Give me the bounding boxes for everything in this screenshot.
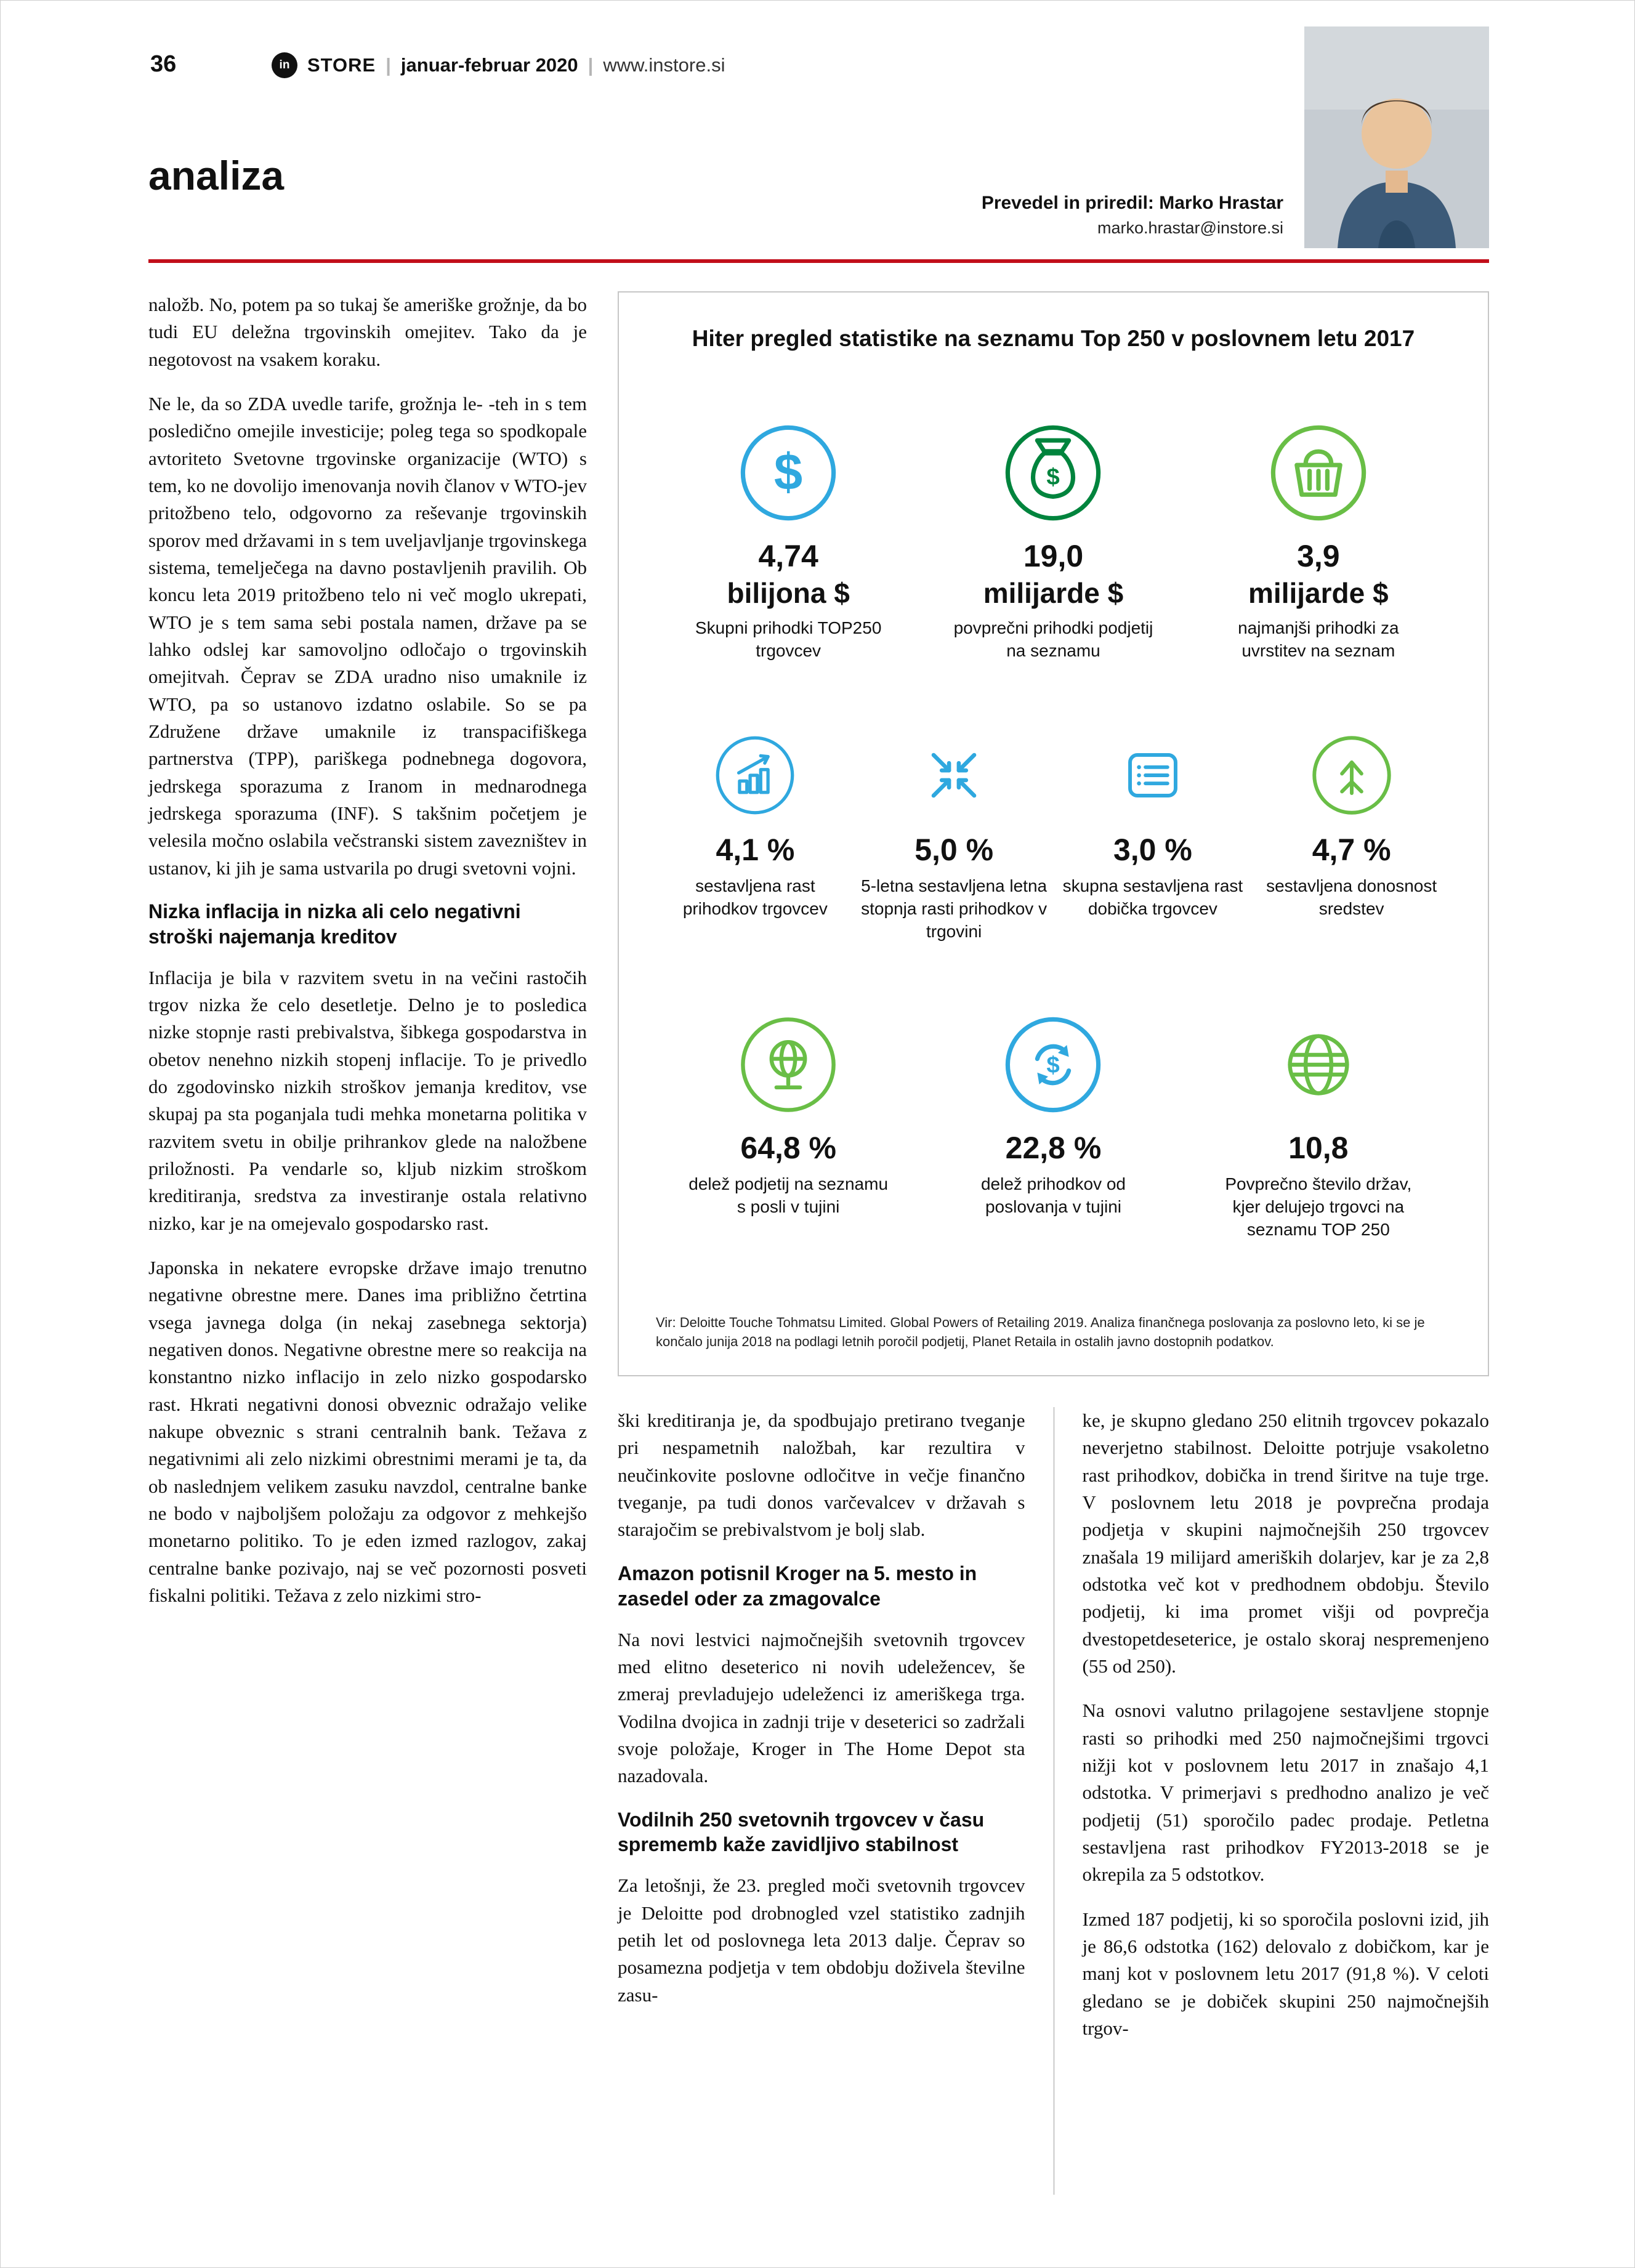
infographic-box: [618, 291, 1489, 1376]
globe-stand-icon: [656, 1015, 921, 1114]
page-number: 36: [150, 51, 177, 77]
stat-minimum-revenue: [1186, 424, 1451, 663]
paragraph: Inflacija je bila v razvitem svetu in na večini rastočih trgov nizka že celo desetletje. Delno je to posledica nizke stopnje rasti prebivalstva, šibkega gospodarstva in obetov nenehno nizkih stopenj inflacije. To je privedlo do zgodovinsko nizkih stroškov jemanja kreditov, vse skupaj pa sta poganjala tudi mehka monetarna politika v razvitem svetu in obilje prihrankov glede na naložbene priložnosti. Pa vendarle so, kljub nizkim stroškom kreditiranja, sredstva za investiranje ostala relativno nizko, kar je na omejevalo gospodarsko rast.: [148, 966, 587, 1234]
issue-date: januar-februar 2020: [400, 54, 578, 76]
stat-caption: Povprečno število držav, kjer delujejo trgovci na seznamu TOP 250: [1225, 1174, 1412, 1240]
infographic-title: Hiter pregled statistike na seznamu Top 250 v poslovnem letu 2017: [692, 326, 1415, 351]
svg-text:$: $: [1046, 464, 1060, 491]
stat-value: 22,8 %: [1005, 1131, 1102, 1166]
column-right: [1054, 1407, 1490, 2195]
stat-caption: delež podjetij na seznamu s posli v tujini: [688, 1174, 889, 1217]
stat-value: 4,1 %: [716, 833, 795, 868]
converge-arrows-icon: [855, 735, 1054, 816]
instore-logo-icon: in: [272, 52, 297, 78]
separator: |: [386, 54, 391, 76]
paragraph: ški kreditiranja je, da spodbujajo pretirano tveganje pri nespametnih naložbah, kar rezultira v neučinkovite poslovne odločitve in večje finančno tveganje, pa tudi donos varčevalcev v državah s starajočim se prebivalstvom je bolj slab.: [618, 1410, 1025, 1541]
author-photo: [1304, 26, 1489, 248]
refresh-coin-icon: [921, 1015, 1185, 1114]
person-up-icon: [1252, 735, 1451, 816]
stat-caption: 5-letna sestavljena letna stopnja rasti prihodkov v trgovini: [861, 876, 1048, 942]
stat-caption: sestavljena rast prihodkov trgovcev: [682, 876, 828, 919]
credit-text: Prevedel in priredil: Marko Hrastar: [981, 193, 1283, 213]
stat-row-1: [656, 424, 1451, 663]
stat-total-revenue: [656, 424, 921, 663]
stat-caption: sestavljena donosnost sredstev: [1266, 876, 1437, 919]
stat-caption: delež prihodkov od poslovanja v tujini: [980, 1174, 1126, 1217]
stat-average-countries: [1186, 1015, 1451, 1241]
growth-chart-icon: [656, 735, 855, 816]
stat-caption: najmanjši prihodki za uvrstitev na seznam: [1238, 618, 1399, 661]
stat-average-revenue: [921, 424, 1185, 663]
subheading-top250: Vodilnih 250 svetovnih trgovcev v času sprememb kaže zavidljivo stabilnost: [618, 1808, 985, 1856]
svg-text:$: $: [1046, 1052, 1060, 1079]
stat-value: 10,8: [1288, 1131, 1349, 1166]
stat-value: 19,0: [1023, 539, 1084, 574]
list-icon: [1054, 735, 1253, 816]
stat-unit: bilijona $: [727, 577, 850, 610]
stat-foreign-revenue-share: [921, 1015, 1185, 1241]
stat-foreign-operations-share: [656, 1015, 921, 1241]
stat-unit: milijarde $: [1248, 577, 1389, 610]
paragraph: Na osnovi valutno prilagojene sestavljene stopnje rasti so prihodki med 250 najmočnejšimi trgovci nižji kot v poslovnem letu 2017 in znašajo 4,1 odstotka. V primerjavi s predhodno analizo je več podjetij (51) sporočilo padec prodaje. Petletna sestavljena rast prihodkov FY2013-2018 se je okrepila za 5 odstotkov.: [1082, 1700, 1489, 1886]
paragraph: Izmed 187 podjetij, ki so sporočila poslovni izid, jih je 86,6 odstotka (162) delovalo z dobičkom, kar je manj kot v poslovnem letu 2017 (91,8 %). V celoti gledano se je dobiček skupini 250 najmočnejših trgov-: [1082, 1908, 1489, 2039]
author-credit: [982, 193, 1283, 238]
paragraph: Ne le, da so ZDA uvedle tarife, grožnja le- -teh in s tem posledično omejile investicije; poleg tega so spodkopale avtoriteto Svetovne trgovinske organizacije (WTO) s tem, ko ne dovolijo imenovanja novih članov v WTO-jev pritožbeno telo, odgovorno za reševanje trgovinskih sporov med državami in s tem uveljavljanje trgovinskega sistema, temelječega na davno postavljenih pravilih. Ob koncu leta 2019 pritožbeno telo ni več moglo ukrepati, WTO je s tem sama sebi postala namen, države pa se lahko odslej kar samovoljno odločajo o trgovinskih omejitvah. Čeprav se ZDA uradno niso umaknile iz WTO, pa so ustanovo izdatno oslabile. So se pa Združene države umaknile iz transpacifiškega partnerstva (TPP), pariškega podnebnega dogovora, jedrskega sporazuma z Iranom in mednarodnega jedrskega sporazuma (INF). S takšnim početjem je velesila močno oslabila večstranski sistem zavezništev in ustanov, ki jih je sama ustvarila po drugi svetovni vojni.: [148, 392, 587, 879]
stat-value: 5,0 %: [914, 833, 994, 868]
article-content: [148, 291, 1489, 2195]
paragraph: Japonska in nekatere evropske države imajo trenutno negativne obrestne mere. Danes ima približno četrtina vsega javnega dolga (in nekaj zasebnega sektorja) negativen donos. Negativne obrestne mere so reakcija na konstantno nizko inflacijo in zelo nizko gospodarsko rast. Hkrati negativni donosi obveznic odražajo velike nakupe obveznic s strani centralnih bank. Težava z negativnimi ali zelo nizkimi obrestnimi merami je ta, da ob naslednjem velikem zasuku navzdol, centralne banke ne bodo v najboljšem položaju za odgovor z mehkejšo monetarno politiko. To je eden izmed razlogov, zakaj centralne banke pozivajo, naj se več pozornosti posveti fiskalni politiki. Težava z zelo nizkimi stro-: [148, 1257, 587, 1607]
stat-value: 3,9: [1297, 539, 1340, 574]
stat-value: 4,74: [758, 539, 818, 574]
basket-icon: [1186, 424, 1451, 522]
bottom-columns: [618, 1407, 1489, 2195]
stat-caption: skupna sestavljena rast dobička trgovcev: [1062, 876, 1243, 919]
author-photo-illustration: [1304, 26, 1489, 248]
stat-caption: Skupni prihodki TOP250 trgovcev: [695, 618, 882, 661]
stat-row-2: [656, 735, 1451, 943]
paragraph: naložb. No, potem pa so tukaj še ameriške grožnje, da bo tudi EU deležna trgovinskih omejitev. Tako da je negotovost na vsakem koraku.: [148, 294, 587, 370]
credit-email: marko.hrastar@instore.si: [1097, 219, 1283, 237]
header-rule: [148, 259, 1489, 263]
stat-unit: milijarde $: [983, 577, 1124, 610]
stat-value: 4,7 %: [1312, 833, 1391, 868]
paragraph: Na novi lestvici najmočnejših svetovnih trgovcev med elitno deseterico ni novih udeležencev, še zmeraj prevladujejo udeleženci iz ameriškega trga. Vodilna dvojica in zadnji trije v deseterici so zadržali svoje položaje, Kroger in The Home Depot sta nazadovala.: [618, 1628, 1025, 1787]
stat-row-3: [656, 1015, 1451, 1241]
separator: |: [587, 54, 594, 76]
stat-return-on-assets: [1252, 735, 1451, 943]
website-url: www.instore.si: [603, 54, 725, 76]
money-bag-icon: [921, 424, 1185, 522]
dollar-circle-icon: [656, 424, 921, 522]
stat-profit-growth: [1054, 735, 1253, 943]
infographic-source: Vir: Deloitte Touche Tohmatsu Limited. Global Powers of Retailing 2019. Analiza finančnega poslovanja za poslovno leto, ki se je končalo junija 2018 na podlagi letnih poročil podjetij, Planet Retaila in ostalih javno dostopnih podatkov.: [656, 1315, 1425, 1350]
stat-revenue-growth: [656, 735, 855, 943]
subheading-amazon: Amazon potisnil Kroger na 5. mesto in zasedel oder za zmagovalce: [618, 1562, 977, 1610]
svg-text:$: $: [774, 443, 803, 501]
stat-caption: povprečni prihodki podjetij na seznamu: [953, 618, 1153, 661]
stat-value: 3,0 %: [1113, 833, 1192, 868]
paragraph: Za letošnji, že 23. pregled moči svetovnih trgovcev je Deloitte pod drobnogled vzel statistiko zadnjih petih let od poslovnega leta 2013 dalje. Čeprav so posamezna podjetja v tem obdobju doživela številne zasu-: [618, 1875, 1025, 2006]
right-region: [618, 291, 1489, 2195]
brand-name: STORE: [307, 54, 376, 76]
column-left: [148, 291, 587, 2195]
globe-icon: [1186, 1015, 1451, 1114]
section-title: analiza: [148, 153, 285, 198]
column-middle: [618, 1407, 1054, 2195]
masthead: [272, 52, 725, 78]
paragraph: ke, je skupno gledano 250 elitnih trgovcev pokazalo neverjetno stabilnost. Deloitte potrjuje vsakoletno rast prihodkov, dobička in trend širitve na tuje trge. V poslovnem letu 2018 je povprečna prodaja podjetja v skupini najmočnejših 250 trgovcev znašala 19 milijard ameriških dolarjev, kar je za 2,8 odstotka več kot v predhodnem obdobju. Število podjetij, ki ima promet višji od povprečja dvestopetdeseterice, je ostalo skoraj nespremenjeno (55 od 250).: [1082, 1410, 1489, 1677]
subheading-inflation: Nizka inflacija in nizka ali celo negativni stroški najemanja kreditov: [148, 900, 521, 948]
stat-5yr-growth: [855, 735, 1054, 943]
stat-value: 64,8 %: [740, 1131, 836, 1166]
